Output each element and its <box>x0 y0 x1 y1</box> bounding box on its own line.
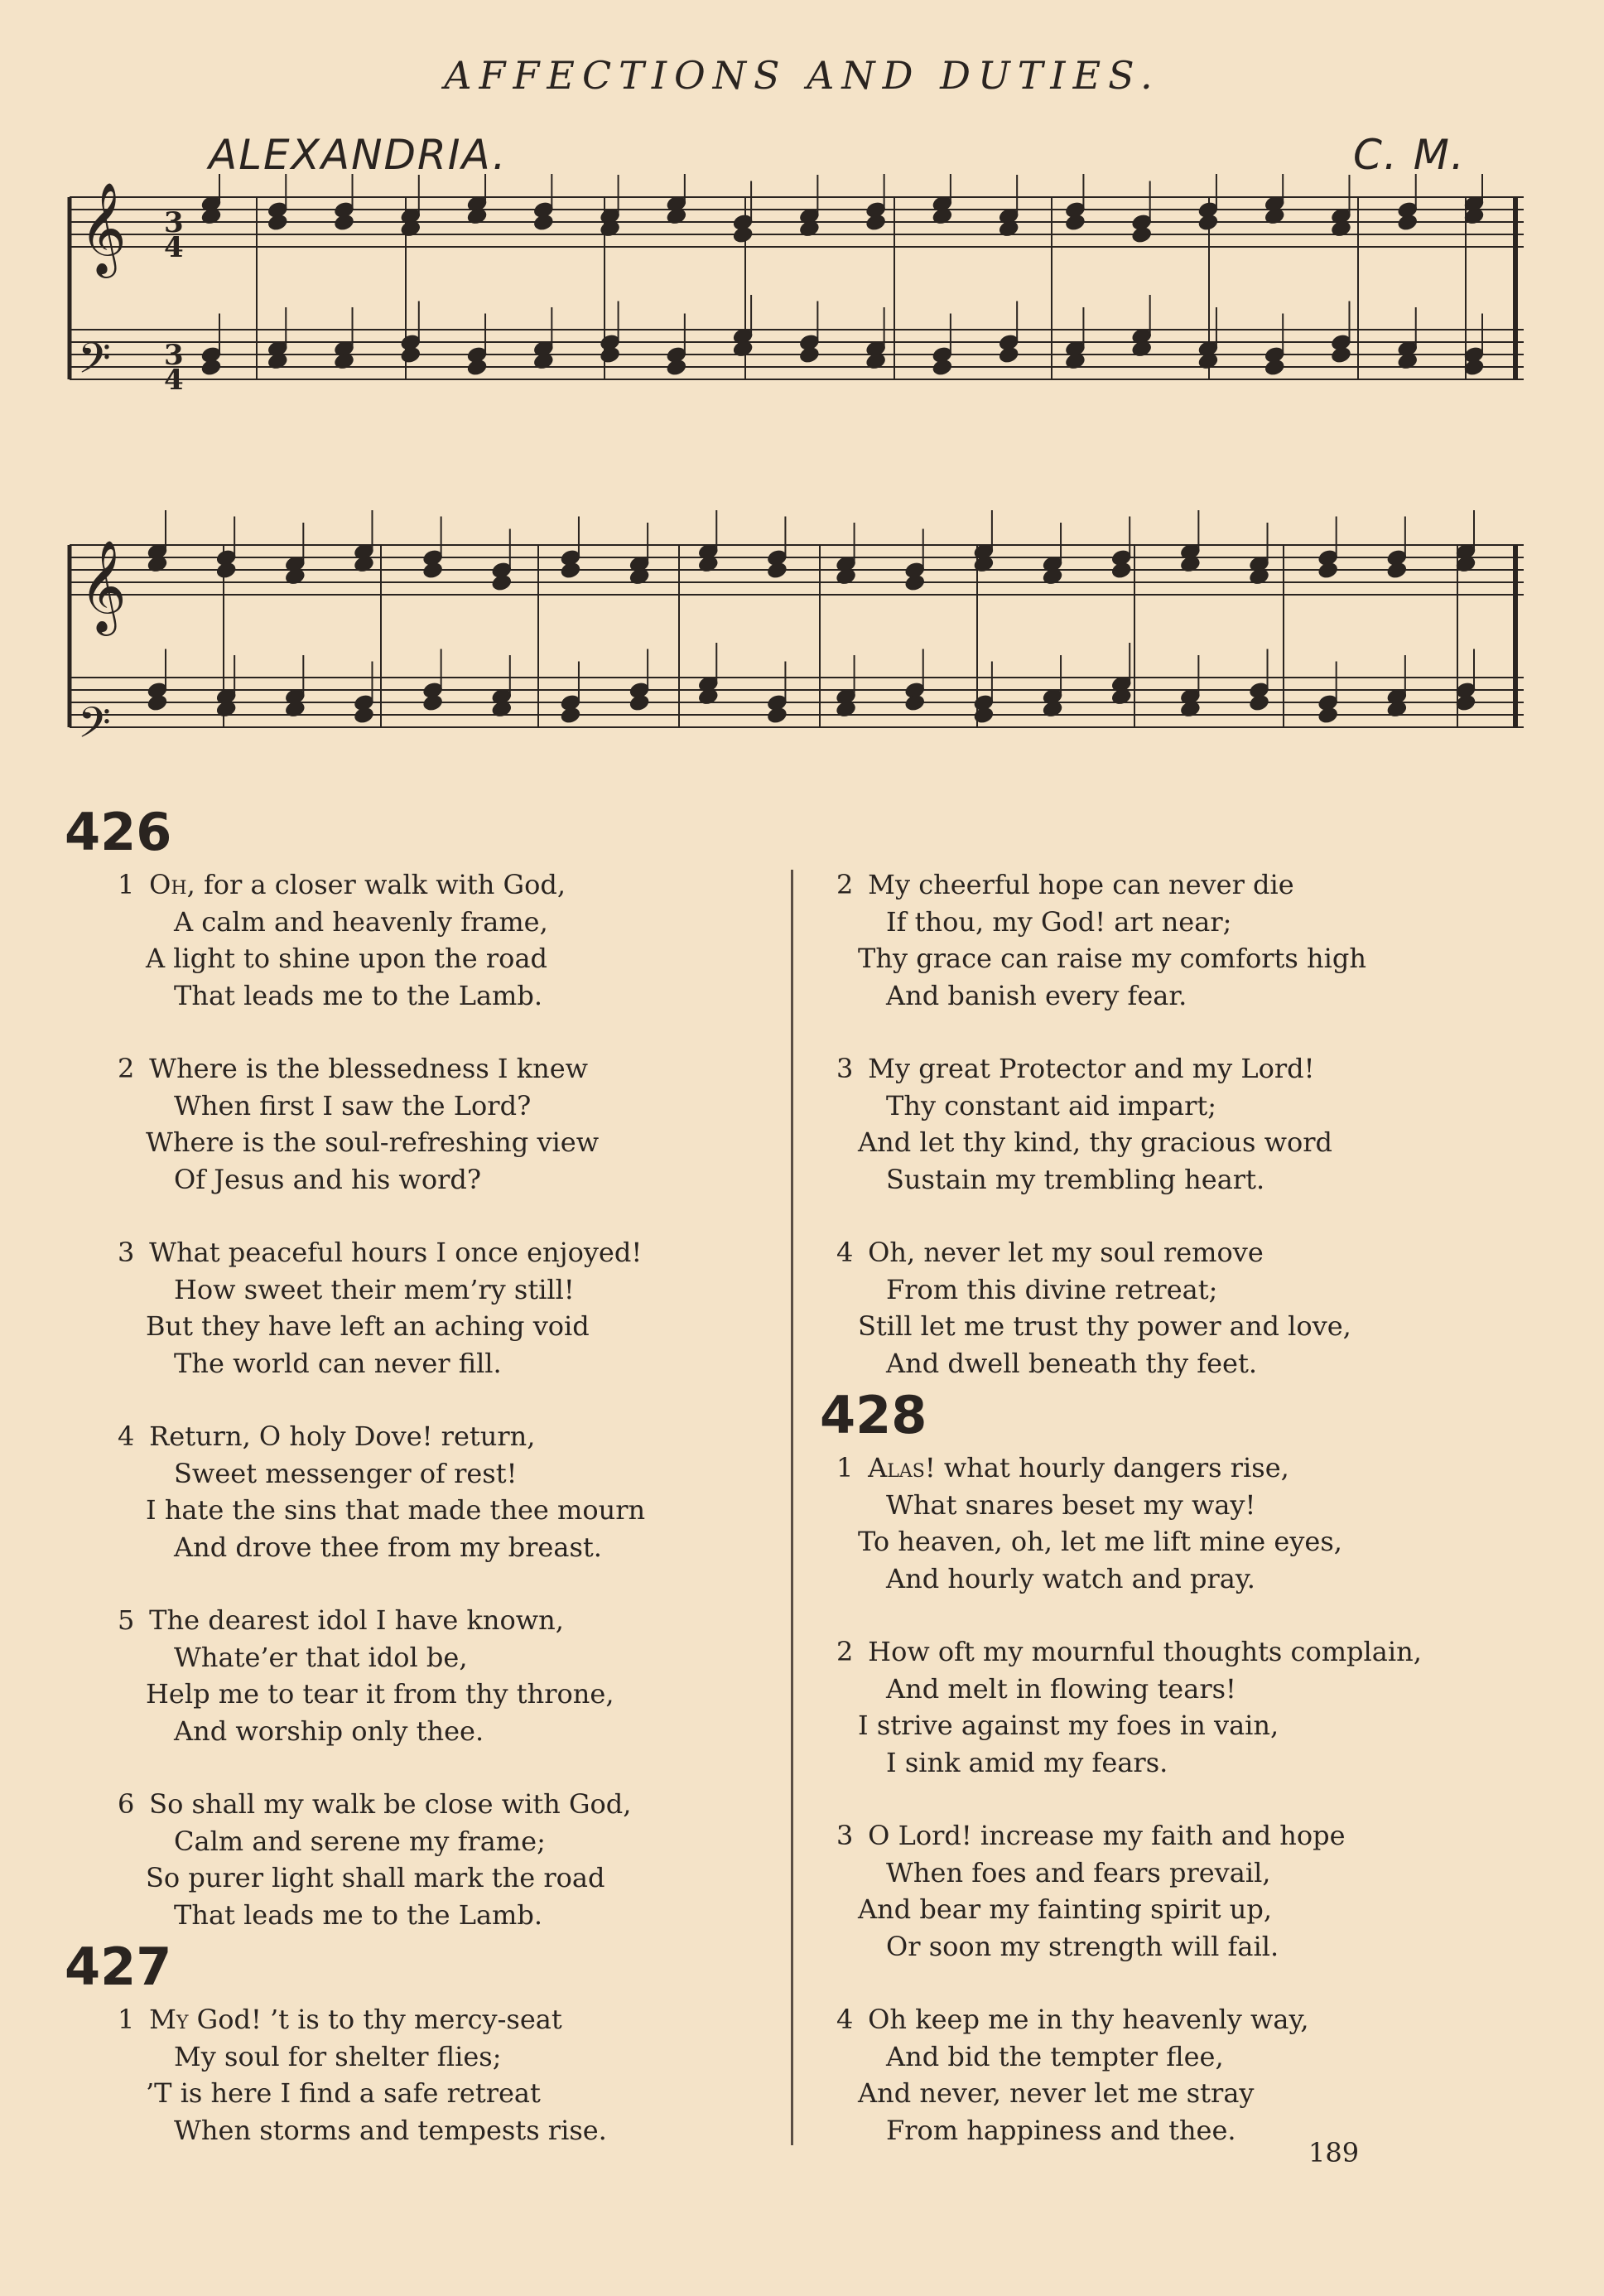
time-signature: 4 <box>164 231 184 264</box>
verse-line: Calm and serene my frame; <box>174 1825 546 1857</box>
note-head <box>629 693 650 712</box>
verse-line: When first I saw the Lord? <box>174 1089 532 1121</box>
stanza <box>65 1418 785 1565</box>
note-head <box>904 573 926 592</box>
verse-line: Sustain my trembling heart. <box>886 1163 1265 1195</box>
first-word: Oh, <box>149 869 195 900</box>
right-column <box>820 803 1549 2185</box>
note-head <box>560 706 581 725</box>
verse-number: 5 <box>118 1604 135 1636</box>
note-head <box>353 706 374 725</box>
verse-line: God! ’t is to thy mercy-seat <box>188 2004 562 2035</box>
verse-line: Oh, never let my soul remove <box>868 1237 1264 1268</box>
note-head <box>1248 693 1269 712</box>
time-signature: 3 <box>164 339 184 372</box>
note-head <box>904 693 926 712</box>
stanza <box>65 1050 785 1198</box>
verse-line: Return, O holy Dove! return, <box>149 1421 536 1452</box>
note-head <box>798 345 820 364</box>
music-score <box>58 174 1549 803</box>
verse-number: 2 <box>836 1636 854 1667</box>
verse-number: 1 <box>118 869 135 900</box>
stanza <box>65 1602 785 1749</box>
hymn-number: 428 <box>820 1385 927 1445</box>
verse-line: Sweet messenger of rest! <box>174 1457 518 1489</box>
verse-line: O Lord! increase my faith and hope <box>868 1820 1346 1851</box>
note-head <box>215 561 237 580</box>
bass-clef-icon: 𝄢 <box>78 333 111 393</box>
verse-line: I hate the sins that made thee mourn <box>146 1494 646 1526</box>
verse-number: 6 <box>118 1788 135 1820</box>
stanza <box>65 866 785 1014</box>
verse-line: How oft my mournful thoughts complain, <box>868 1636 1422 1667</box>
hymn-number: 427 <box>65 1937 172 1997</box>
stanza <box>820 1050 1549 1198</box>
verse-line: ’T is here I find a safe retreat <box>146 2077 541 2109</box>
verse-line: From this divine retreat; <box>886 1273 1218 1305</box>
verse-line: Help me to tear it from thy throne, <box>146 1678 614 1710</box>
verse-line: What peaceful hours I once enjoyed! <box>149 1237 643 1268</box>
verse-line: My soul for shelter flies; <box>174 2040 502 2072</box>
verse-line: My cheerful hope can never die <box>868 869 1294 900</box>
verse-line: Thy grace can raise my comforts high <box>858 943 1366 974</box>
verse-number: 2 <box>836 869 854 900</box>
left-column <box>65 803 785 2185</box>
verse-line: And never, never let me stray <box>858 2077 1255 2109</box>
treble-clef-icon: 𝄞 <box>79 181 127 274</box>
verse-line: The dearest idol I have known, <box>149 1604 564 1636</box>
note-head <box>1110 561 1132 580</box>
verse-line: That leads me to the Lamb. <box>174 979 543 1011</box>
verse-line: Of Jesus and his word? <box>174 1163 482 1195</box>
verse-line: From happiness and thee. <box>886 2114 1236 2146</box>
tune-meter: C. M. <box>1353 131 1466 179</box>
verse-line: A light to shine upon the road <box>146 943 547 974</box>
note-head <box>1317 561 1339 580</box>
note-head <box>1397 213 1419 232</box>
note-head <box>732 225 754 244</box>
verse-line: And let thy kind, thy gracious word <box>858 1126 1332 1158</box>
stanza <box>820 866 1549 1014</box>
verse-line: But they have left an aching void <box>146 1310 590 1342</box>
verse-line: I sink amid my fears. <box>886 1746 1168 1778</box>
verse-line: Still let me trust thy power and love, <box>858 1310 1351 1342</box>
note-head <box>532 213 554 232</box>
verse-line: To heaven, oh, let me lift mine eyes, <box>858 1526 1342 1557</box>
stanza <box>820 1817 1549 1965</box>
verse-line: what hourly dangers rise, <box>935 1452 1289 1483</box>
time-signature: 4 <box>164 364 184 397</box>
stanza <box>820 2001 1549 2149</box>
verse-line: Thy constant aid impart; <box>886 1089 1217 1121</box>
verse-line: And bid the tempter flee, <box>886 2040 1224 2072</box>
hymn-number: 426 <box>65 802 172 862</box>
page-number: 189 <box>1308 2137 1360 2168</box>
verse-line: Oh keep me in thy heavenly way, <box>868 2004 1309 2035</box>
tune-name: ALEXANDRIA. <box>209 131 508 179</box>
first-word: My <box>149 2004 189 2035</box>
note-head <box>466 358 488 377</box>
verse-line: And bear my fainting spirit up, <box>858 1893 1273 1925</box>
verse-line: I strive against my foes in vain, <box>858 1710 1279 1741</box>
note-head <box>600 345 621 364</box>
verse-line: Where is the blessedness I knew <box>149 1053 589 1084</box>
note-head <box>400 345 421 364</box>
verse-number: 4 <box>836 1237 854 1268</box>
note-head <box>973 706 995 725</box>
verse-number: 4 <box>118 1421 135 1452</box>
verse-line: And dwell beneath thy feet. <box>886 1347 1257 1379</box>
verse-line: When storms and tempests rise. <box>174 2114 607 2146</box>
verse-number: 4 <box>836 2004 854 2035</box>
page-header: AFFECTIONS AND DUTIES. <box>444 53 1160 98</box>
verse-line: What snares beset my way! <box>886 1488 1256 1521</box>
stanza <box>820 1633 1549 1781</box>
bass-clef-icon: 𝄢 <box>78 697 111 758</box>
verse-line: for a closer walk with God, <box>195 869 566 900</box>
stanza <box>65 1234 785 1382</box>
verse-number: 1 <box>118 2004 135 2035</box>
verse-line: Whate’er that idol be, <box>174 1641 468 1673</box>
note-head <box>1330 345 1351 364</box>
note-head <box>766 561 788 580</box>
verse-line: That leads me to the Lamb. <box>174 1898 543 1931</box>
note-head <box>560 561 581 580</box>
verse-number: 3 <box>836 1053 854 1084</box>
verse-number: 3 <box>836 1820 854 1851</box>
verse-number: 1 <box>836 1452 854 1483</box>
treble-clef-icon: 𝄞 <box>79 539 127 632</box>
note-head <box>1197 213 1219 232</box>
verse-line: The world can never fill. <box>174 1347 502 1379</box>
time-signature: 3 <box>164 206 184 239</box>
note-head <box>865 213 887 232</box>
verse-number: 2 <box>118 1053 135 1084</box>
note-head <box>491 573 513 592</box>
verse-line: If thou, my God! art near; <box>886 905 1232 938</box>
note-head <box>147 693 168 712</box>
stanza <box>820 1234 1549 1382</box>
verse-line: And worship only thee. <box>174 1715 484 1747</box>
note-head <box>1131 225 1153 244</box>
verse-line: So shall my walk be close with God, <box>149 1788 632 1820</box>
note-head <box>932 358 953 377</box>
note-head <box>1064 213 1086 232</box>
note-head <box>1264 358 1285 377</box>
verse-line: And drove thee from my breast. <box>174 1531 602 1563</box>
column-divider <box>791 870 793 2145</box>
verse-line: And banish every fear. <box>886 979 1187 1011</box>
stanza <box>65 2001 785 2149</box>
note-head <box>267 213 288 232</box>
note-head <box>333 213 354 232</box>
verse-line: A calm and heavenly frame, <box>174 905 548 938</box>
verse-line: And melt in flowing tears! <box>886 1672 1236 1705</box>
hymn-428 <box>820 1387 1549 2149</box>
note-head <box>1386 561 1408 580</box>
verse-line: How sweet their mem’ry still! <box>174 1273 575 1305</box>
verse-number: 3 <box>118 1237 135 1268</box>
hymn-427 <box>65 1938 785 2149</box>
verse-line: And hourly watch and pray. <box>886 1562 1255 1594</box>
first-word: Alas! <box>868 1452 936 1483</box>
hymn-426 <box>65 803 785 1933</box>
note-head <box>422 561 444 580</box>
note-head <box>422 693 444 712</box>
stanza <box>820 1449 1549 1597</box>
verse-line: Where is the soul-refreshing view <box>146 1126 600 1158</box>
verse-line: When foes and fears prevail, <box>886 1856 1271 1888</box>
verse-line: My great Protector and my Lord! <box>868 1053 1315 1084</box>
verse-line: Or soon my strength will fail. <box>886 1930 1279 1962</box>
verse-line: So purer light shall mark the road <box>146 1862 605 1893</box>
note-head <box>200 358 222 377</box>
note-head <box>998 345 1019 364</box>
note-head <box>766 706 788 725</box>
note-head <box>1317 706 1339 725</box>
note-head <box>666 358 687 377</box>
stanza <box>65 1786 785 1933</box>
